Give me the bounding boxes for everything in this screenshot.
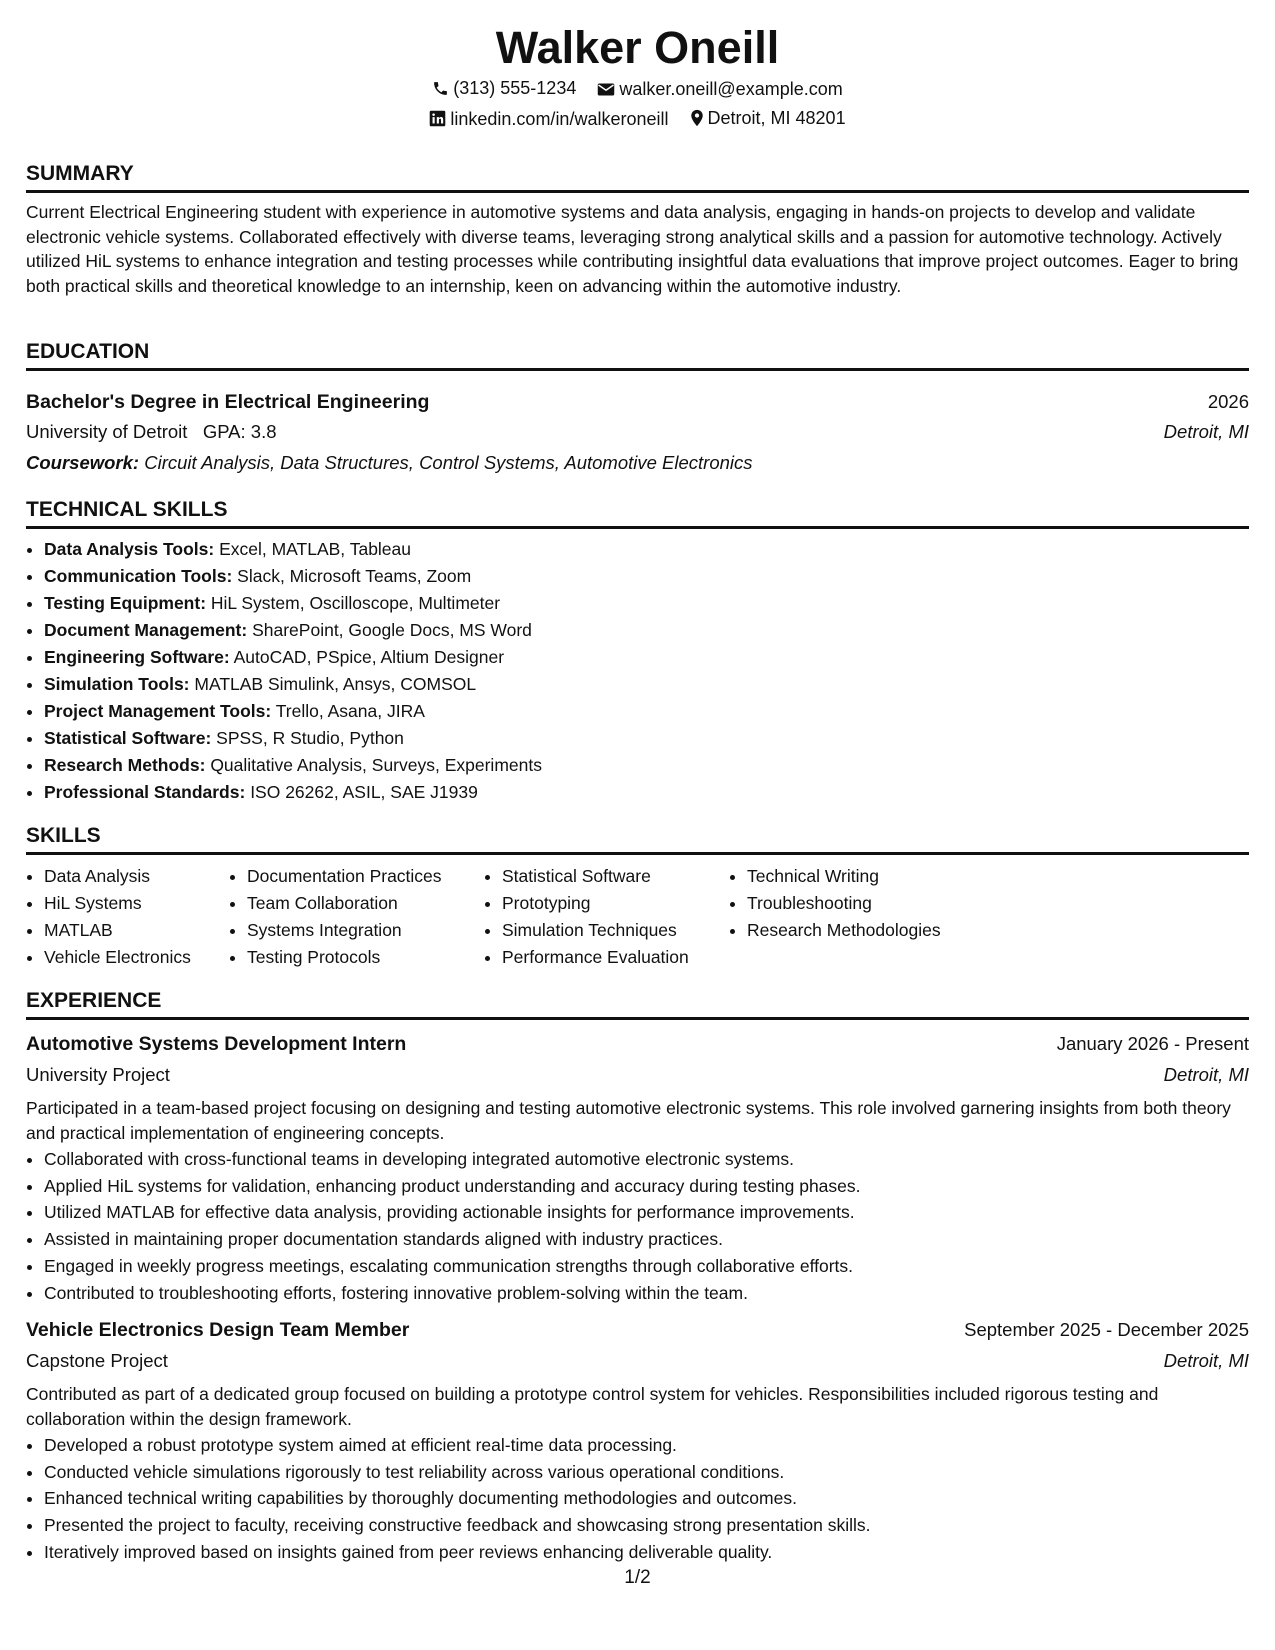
list-item: • HiL Systems [44, 890, 191, 917]
degree-title: Bachelor's Degree in Electrical Engineering [26, 391, 430, 413]
experience-heading: EXPERIENCE [26, 988, 1249, 1020]
list-item: • Utilized MATLAB for effective data analysis, providing actionable insights for performance improvements. [44, 1199, 861, 1226]
list-item: • Testing Protocols [247, 944, 442, 971]
list-item: • Performance Evaluation [502, 944, 689, 971]
email-item[interactable] [597, 77, 842, 101]
list-item: • Troubleshooting [747, 890, 941, 917]
list-item: • Document Management: SharePoint, Google Docs, MS Word [44, 617, 542, 644]
contact-row-1 [26, 76, 1249, 103]
list-item: • Documentation Practices [247, 863, 442, 890]
skills-column-2 [229, 863, 442, 971]
candidate-name: Walker Oneill [495, 22, 780, 73]
envelope-icon [597, 82, 615, 97]
list-item: • Data Analysis Tools: Excel, MATLAB, Tableau [44, 536, 542, 563]
school-location: Detroit, MI [1163, 421, 1249, 442]
list-item: • Technical Writing [747, 863, 941, 890]
list-item: • Professional Standards: ISO 26262, ASIL, SAE J1939 [44, 779, 542, 806]
list-item: • Assisted in maintaining proper documentation standards aligned with industry practices. [44, 1226, 861, 1253]
job-1-org: University Project [26, 1064, 170, 1085]
phone-item [432, 76, 576, 100]
coursework-list: Circuit Analysis, Data Structures, Control Systems, Automotive Electronics [144, 452, 753, 473]
list-item: • Prototyping [502, 890, 689, 917]
list-item: • Project Management Tools: Trello, Asana, JIRA [44, 698, 542, 725]
list-item: • Testing Equipment: HiL System, Oscilloscope, Multimeter [44, 590, 542, 617]
list-item: • Conducted vehicle simulations rigorously to test reliability across various operational conditions. [44, 1459, 871, 1486]
skills-column-4 [729, 863, 941, 944]
job-2-bullets [26, 1432, 871, 1566]
list-item: • Presented the project to faculty, receiving constructive feedback and showcasing strong presentation skills. [44, 1512, 871, 1539]
job-2-dates: September 2025 - December 2025 [964, 1319, 1249, 1340]
list-item: • Communication Tools: Slack, Microsoft Teams, Zoom [44, 563, 542, 590]
phone-icon [432, 80, 449, 97]
summary-heading: SUMMARY [26, 161, 1249, 193]
list-item: • Research Methods: Qualitative Analysis, Surveys, Experiments [44, 752, 542, 779]
job-1-location: Detroit, MI [1163, 1064, 1249, 1085]
skills-column-1 [26, 863, 191, 971]
education-degree-row [26, 390, 1249, 414]
job-2-role: Vehicle Electronics Design Team Member [26, 1319, 410, 1341]
list-item: • Developed a robust prototype system aimed at efficient real-time data processing. [44, 1432, 871, 1459]
email-text[interactable]: walker.oneill@example.com [619, 79, 843, 99]
job-1-org-row [26, 1063, 1249, 1087]
location-item [690, 106, 846, 130]
skills-column-3 [484, 863, 689, 971]
list-item: • Research Methodologies [747, 917, 941, 944]
list-item: • Applied HiL systems for validation, enhancing product understanding and accuracy during testing phases. [44, 1173, 861, 1200]
job-1-title-row [26, 1032, 1249, 1056]
education-school-row [26, 420, 1249, 444]
linkedin-item[interactable] [429, 107, 668, 131]
list-item: • Contributed to troubleshooting efforts, fostering innovative problem-solving within the team. [44, 1280, 861, 1307]
list-item: • Systems Integration [247, 917, 442, 944]
list-item: • Engaged in weekly progress meetings, escalating communication strengths through collaborative efforts. [44, 1253, 861, 1280]
list-item: • Enhanced technical writing capabilities by thoroughly documenting methodologies and outcomes. [44, 1485, 871, 1512]
location-text: Detroit, MI 48201 [707, 108, 846, 128]
contact-row-2 [26, 106, 1249, 133]
list-item: • Simulation Techniques [502, 917, 689, 944]
job-1-description: Participated in a team-based project focusing on designing and testing automotive electronic systems. This role involved garnering insights from both theory and practical implementation of engineering concepts. [26, 1098, 1231, 1143]
job-1-dates: January 2026 - Present [1056, 1033, 1249, 1054]
coursework-row [26, 451, 1249, 475]
graduation-year: 2026 [1207, 391, 1249, 412]
phone-text: (313) 555-1234 [453, 78, 577, 98]
gpa: GPA: 3.8 [202, 421, 277, 442]
job-2-location: Detroit, MI [1163, 1350, 1249, 1371]
summary-text: Current Electrical Engineering student with experience in automotive systems and data analysis, engaging in hands-on projects to develop and validate electronic vehicle systems. Collaborated effectively with diverse teams, leveraging strong analytical skills and a passion for automotive technology. Actively utilized HiL systems to enhance integration and testing processes while contributing insightful data evaluations that improve project outcomes. Eager to bring both practical skills and theoretical knowledge to an internship, keen on advancing within the automotive industry. [26, 202, 1239, 296]
job-1-role: Automotive Systems Development Intern [26, 1033, 407, 1055]
list-item: • Team Collaboration [247, 890, 442, 917]
education-heading: EDUCATION [26, 339, 1249, 371]
job-2-org: Capstone Project [26, 1350, 168, 1371]
list-item: • Simulation Tools: MATLAB Simulink, Ansys, COMSOL [44, 671, 542, 698]
linkedin-icon [429, 110, 446, 127]
list-item: • MATLAB [44, 917, 191, 944]
technical-skills-heading: TECHNICAL SKILLS [26, 497, 1249, 529]
page-number: 1/2 [624, 1567, 651, 1588]
skills-heading: SKILLS [26, 823, 1249, 855]
job-2-title-row [26, 1318, 1249, 1342]
list-item: • Iteratively improved based on insights gained from peer reviews enhancing deliverable quality. [44, 1539, 871, 1566]
map-pin-icon [690, 109, 704, 127]
school-name: University of Detroit [26, 421, 188, 442]
linkedin-text[interactable]: linkedin.com/in/walkeroneill [450, 108, 669, 129]
technical-skills-list [26, 536, 542, 806]
list-item: • Vehicle Electronics [44, 944, 191, 971]
job-1-bullets [26, 1146, 861, 1306]
job-2-org-row [26, 1349, 1249, 1373]
list-item: • Collaborated with cross-functional teams in developing integrated automotive electronic systems. [44, 1146, 861, 1173]
list-item: • Engineering Software: AutoCAD, PSpice, Altium Designer [44, 644, 542, 671]
job-2-description: Contributed as part of a dedicated group focused on building a prototype control system for vehicles. Responsibilities included rigorous testing and collaboration within the design framework. [26, 1384, 1159, 1429]
list-item: • Statistical Software [502, 863, 689, 890]
coursework-label: Coursework: [26, 452, 140, 473]
list-item: • Data Analysis [44, 863, 191, 890]
list-item: • Statistical Software: SPSS, R Studio, Python [44, 725, 542, 752]
